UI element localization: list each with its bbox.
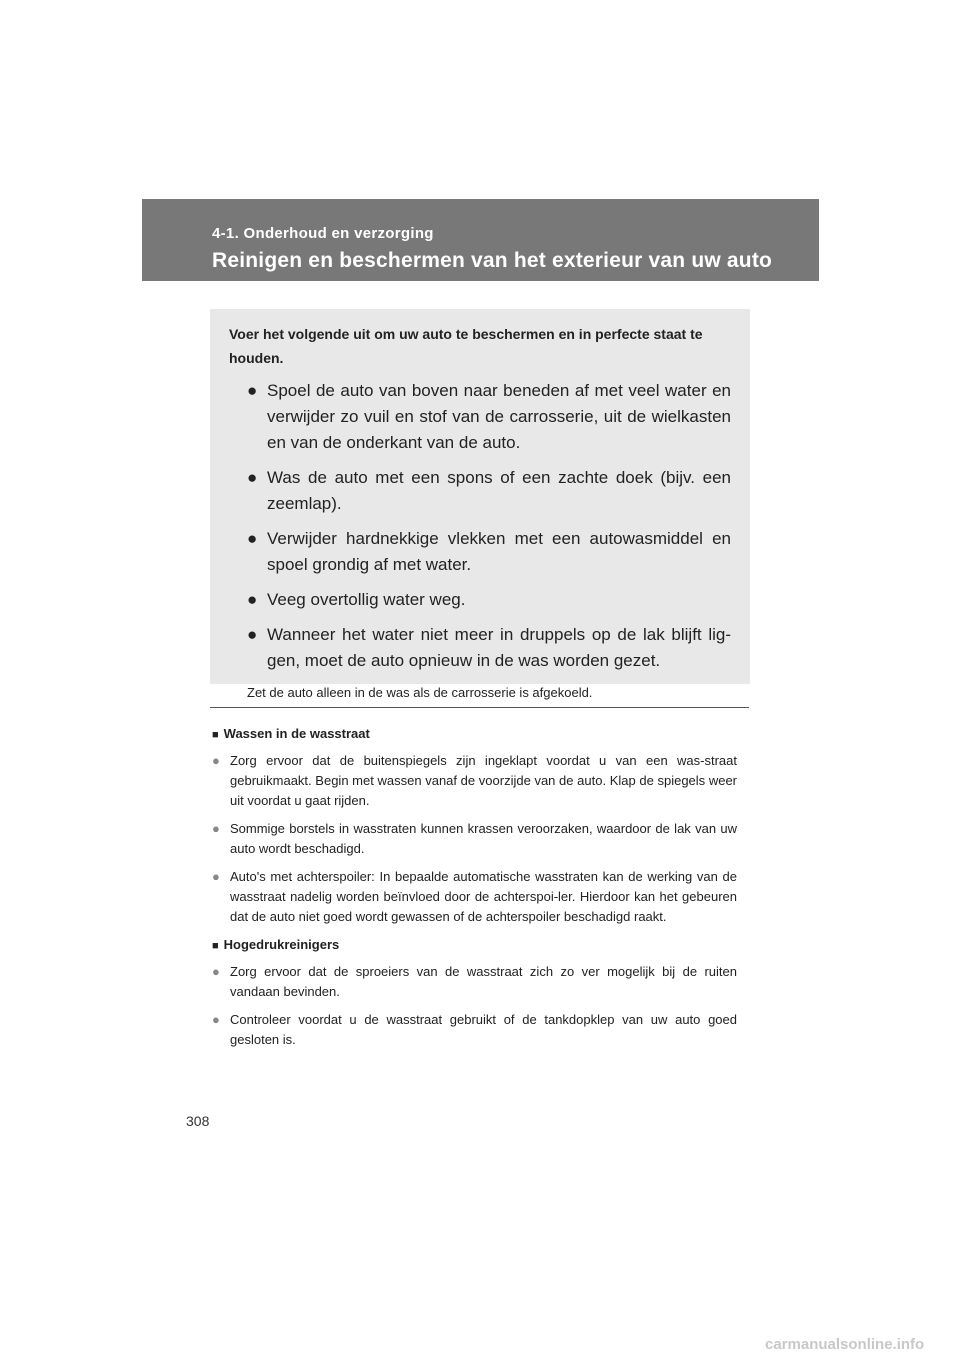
note-item <box>212 867 737 927</box>
note-item-text: Auto's met achterspoiler: In bepaalde automatische wasstraten kan de werking van de wasstraat nadelig worden beïnvloed door de achterspoi-ler. Hierdoor kan het gebeuren dat de auto niet goed wordt gewassen of de achterspoiler beschadigd raakt. <box>230 869 737 924</box>
note-item <box>212 1010 737 1050</box>
bullet-icon: ● <box>247 468 258 487</box>
square-bullet-icon: ■ <box>212 729 219 741</box>
info-item <box>229 465 731 517</box>
info-intro: Voer het volgende uit om uw auto te beschermen en in perfecte staat te houden. <box>229 326 703 366</box>
info-item <box>229 526 731 578</box>
note-item-text: Zorg ervoor dat de sproeiers van de wasstraat zich zo ver mogelijk bij de ruiten vandaan bevinden. <box>230 964 737 999</box>
notes-heading-text: Wassen in de wasstraat <box>223 726 370 741</box>
info-item-text: Wanneer het water niet meer in druppels op de lak blijft lig-gen, moet de auto opnieuw in de was worden gezet. <box>267 625 731 670</box>
info-item-text: Veeg overtollig water weg. <box>267 590 466 609</box>
note-item-text: Zorg ervoor dat de buitenspiegels zijn ingeklapt voordat u van een was-straat gebruikmaakt. Begin met wassen vanaf de voorzijde van de auto. Klap de spiegels weer uit voordat u gaat rijden. <box>230 753 737 808</box>
info-item <box>229 622 731 674</box>
info-item-text: Verwijder hardnekkige vlekken met een autowasmiddel en spoel grondig af met water. <box>267 529 731 574</box>
note-item-text: Sommige borstels in wasstraten kunnen krassen veroorzaken, waardoor de lak van uw auto wordt beschadigd. <box>230 821 737 856</box>
note-item <box>212 819 737 859</box>
page-number: 308 <box>186 1113 210 1129</box>
note-item-text: Controleer voordat u de wasstraat gebruikt of de tankdopklep van uw auto goed gesloten is. <box>230 1012 737 1047</box>
section-label: 4-1. Onderhoud en verzorging <box>212 225 434 242</box>
notes-heading <box>212 724 737 745</box>
info-item-text: Was de auto met een spons of een zachte doek (bijv. een zeemlap). <box>267 468 731 513</box>
square-bullet-icon: ■ <box>212 940 219 952</box>
watermark: carmanualsonline.info <box>765 1336 925 1353</box>
bullet-icon: ● <box>212 869 220 884</box>
bullet-icon: ● <box>247 381 258 400</box>
divider <box>210 707 749 708</box>
chapter-header <box>142 199 819 281</box>
info-item <box>229 587 731 613</box>
info-item <box>229 378 731 456</box>
info-note: Zet de auto alleen in de was als de carrosserie is afgekoeld. <box>247 685 593 700</box>
notes-heading <box>212 935 737 956</box>
notes-section <box>212 724 737 1058</box>
bullet-icon: ● <box>212 753 220 768</box>
info-box <box>210 309 750 700</box>
note-item <box>212 751 737 811</box>
bullet-icon: ● <box>247 590 258 609</box>
note-item <box>212 962 737 1002</box>
bullet-icon: ● <box>212 1012 220 1027</box>
notes-heading-text: Hogedrukreinigers <box>223 937 340 952</box>
page-title: Reinigen en beschermen van het exterieur van uw auto <box>212 249 773 272</box>
bullet-icon: ● <box>247 625 258 644</box>
info-item-text: Spoel de auto van boven naar beneden af met veel water en verwijder zo vuil en stof van de carrosserie, uit de wielkasten en van de onderkant van de auto. <box>267 381 731 452</box>
bullet-icon: ● <box>212 964 220 979</box>
bullet-icon: ● <box>247 529 258 548</box>
bullet-icon: ● <box>212 821 220 836</box>
